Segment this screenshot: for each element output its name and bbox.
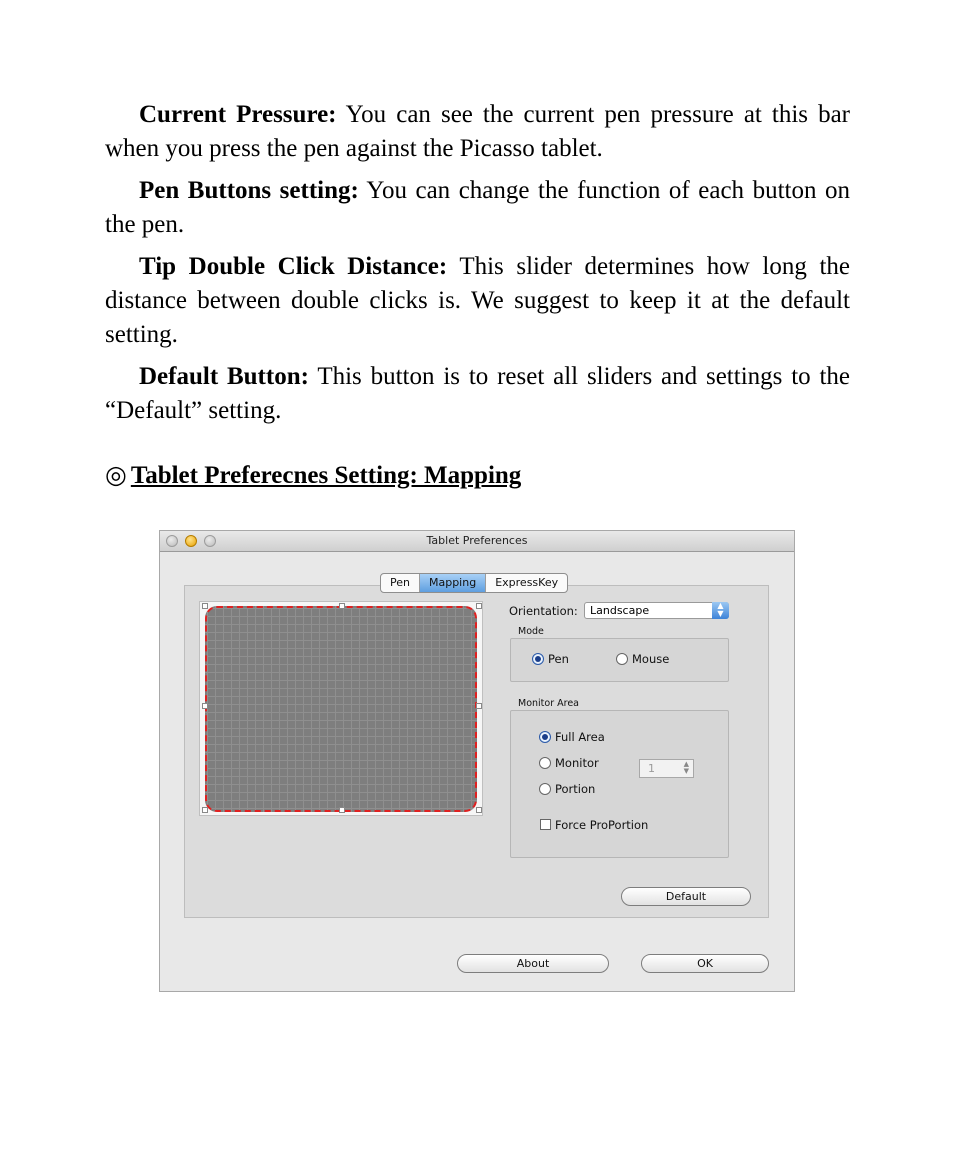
mode-pen-radio[interactable] <box>532 653 544 665</box>
tab-pen[interactable]: Pen <box>381 574 420 592</box>
section-heading-text: Tablet Preferecnes Setting: Mapping <box>130 462 522 489</box>
resize-handle-left[interactable] <box>202 703 208 709</box>
tab-mapping[interactable]: Mapping <box>420 574 486 592</box>
resize-handle-top-left[interactable] <box>202 603 208 609</box>
paragraph-tip-double-click: Tip Double Click Distance: This slider determines how long the distance between double clicks is. We suggest to keep it at the default setting. <box>105 253 850 348</box>
stepper-arrows-icon: ▲ ▼ <box>683 760 689 775</box>
orientation-select[interactable] <box>584 602 729 619</box>
default-button[interactable]: Default <box>621 887 751 906</box>
mode-pen-label: Pen <box>548 652 569 666</box>
tab-expresskey[interactable]: ExpressKey <box>495 576 559 589</box>
mode-group-title: Mode <box>518 626 544 637</box>
full-area-label: Full Area <box>555 730 605 744</box>
mode-mouse-radio[interactable] <box>616 653 628 665</box>
force-proportion-checkbox[interactable] <box>540 819 551 830</box>
resize-handle-top-right[interactable] <box>476 603 482 609</box>
resize-handle-top[interactable] <box>339 603 345 609</box>
force-proportion-label: Force ProPortion <box>555 818 649 832</box>
portion-radio[interactable] <box>539 783 551 795</box>
orientation-value: Landscape <box>590 604 650 617</box>
updown-arrows-icon: ▲ ▼ <box>712 602 729 619</box>
resize-handle-right[interactable] <box>476 703 482 709</box>
resize-handle-bottom-right[interactable] <box>476 807 482 813</box>
portion-label: Portion <box>555 782 596 796</box>
window-title: Tablet Preferences <box>426 534 528 547</box>
ok-button[interactable]: OK <box>641 954 769 973</box>
monitor-number-stepper[interactable] <box>639 759 694 778</box>
monitor-label: Monitor <box>555 756 599 770</box>
mode-mouse-label: Mouse <box>632 652 670 666</box>
tablet-preferences-window <box>159 530 795 992</box>
about-button[interactable]: About <box>457 954 609 973</box>
tab-bar <box>380 573 568 593</box>
double-circle-icon: ◎ <box>105 462 127 489</box>
document-body <box>105 98 850 436</box>
full-area-radio[interactable] <box>539 731 551 743</box>
resize-handle-bottom[interactable] <box>339 807 345 813</box>
orientation-label: Orientation: <box>509 604 578 618</box>
mapping-area-frame <box>199 601 483 816</box>
mapping-area-grid[interactable] <box>205 606 477 812</box>
section-heading <box>105 459 521 493</box>
resize-handle-bottom-left[interactable] <box>202 807 208 813</box>
monitor-number-value: 1 <box>648 762 655 775</box>
title-bar <box>160 531 794 552</box>
paragraph-current-pressure: Current Pressure: You can see the current pen pressure at this bar when you press the pen against the Picasso tablet. <box>105 101 850 162</box>
monitor-radio[interactable] <box>539 757 551 769</box>
paragraph-default-button: Default Button: This button is to reset all sliders and settings to the “Default” setting. <box>105 363 851 424</box>
paragraph-pen-buttons: Pen Buttons setting: You can change the function of each button on the pen. <box>105 177 850 238</box>
monitor-area-group-title: Monitor Area <box>518 698 579 709</box>
